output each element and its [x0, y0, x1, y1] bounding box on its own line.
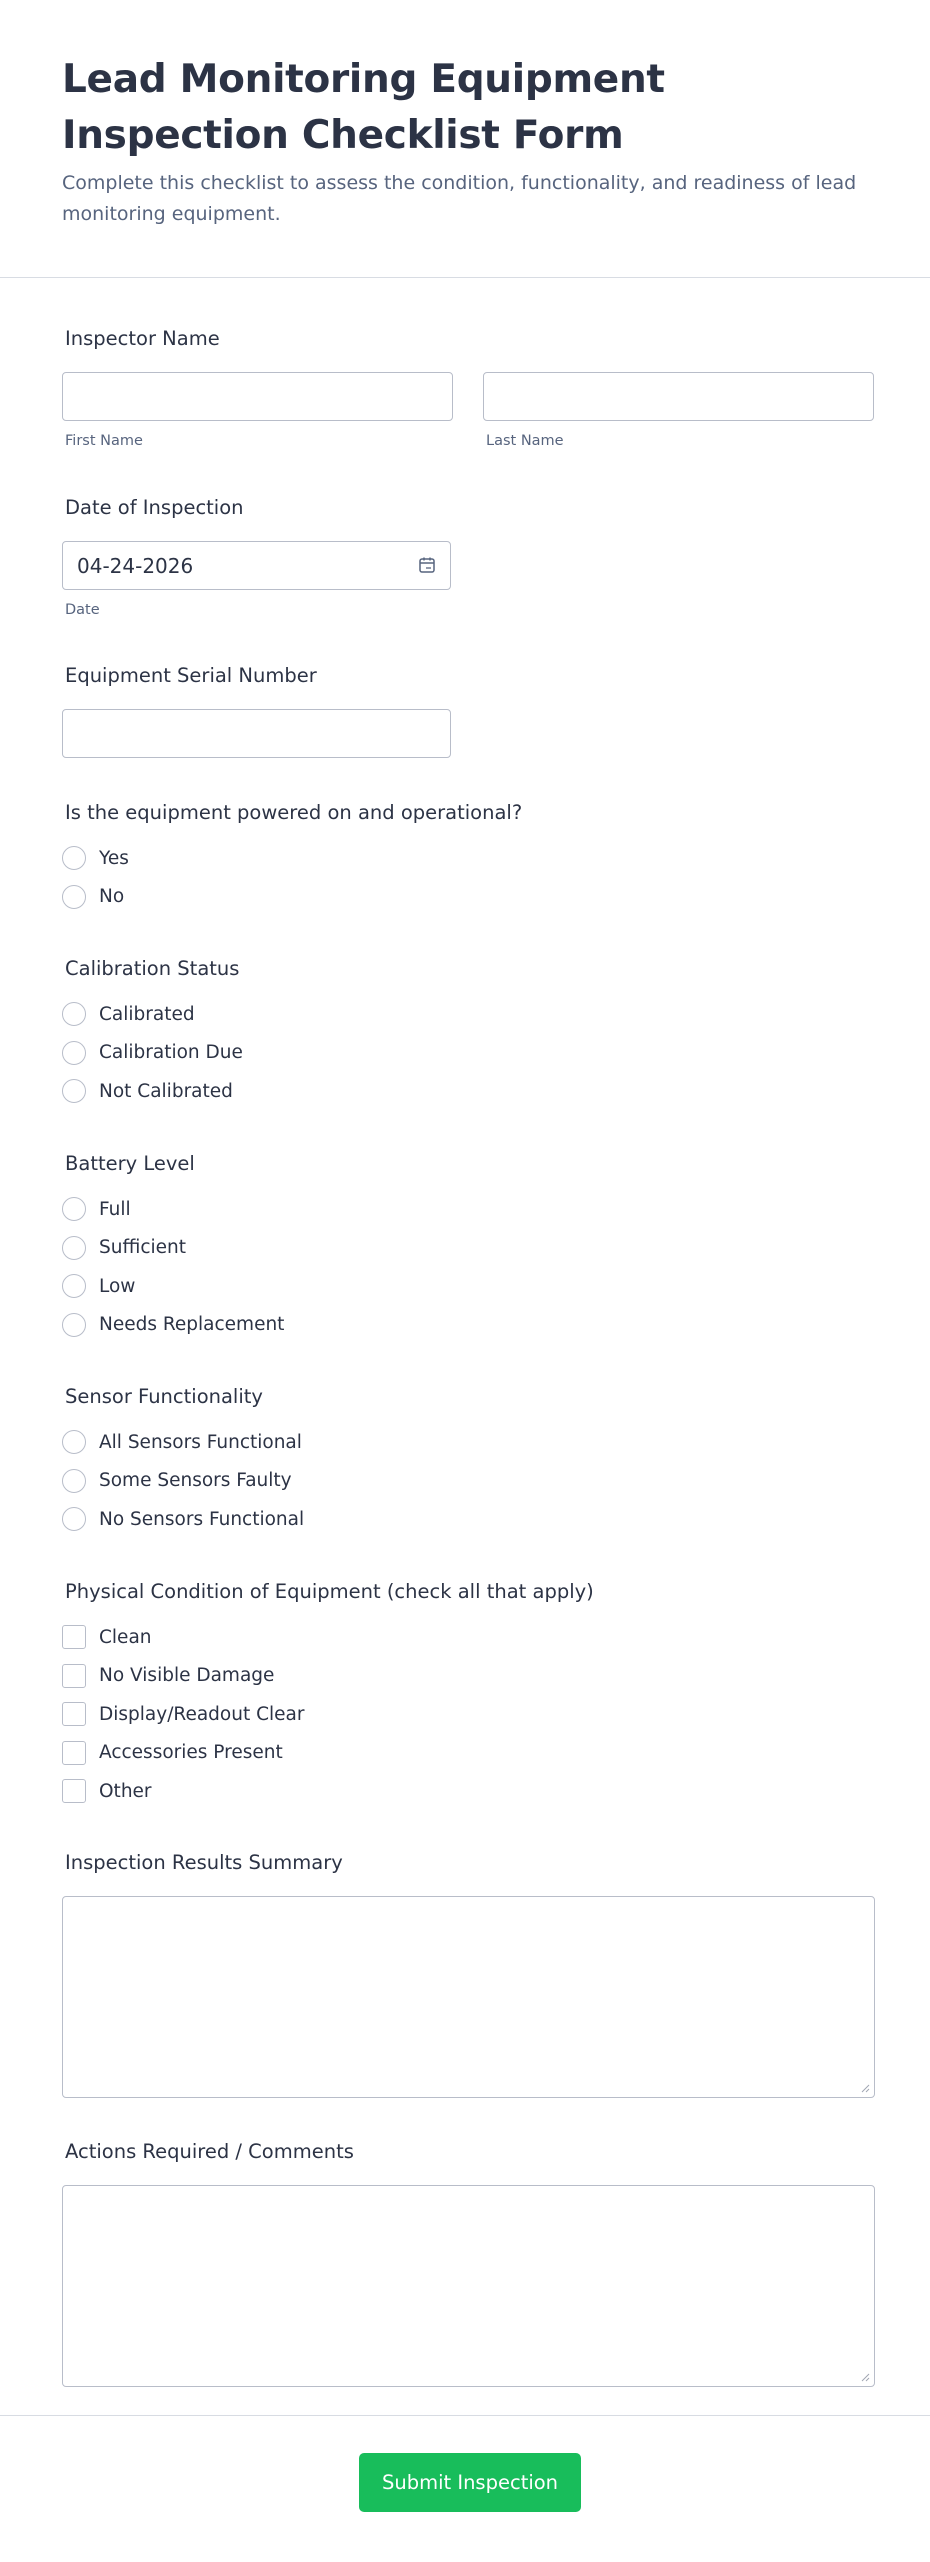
- calibration-field: [62, 955, 243, 1111]
- checkbox-option[interactable]: [62, 1734, 594, 1773]
- radio-option[interactable]: [62, 1462, 304, 1501]
- option-label: Accessories Present: [99, 1742, 283, 1764]
- option-label: No Sensors Functional: [99, 1508, 305, 1530]
- battery-label: Battery Level: [65, 1152, 195, 1175]
- calendar-icon[interactable]: [417, 555, 437, 575]
- option-label: Other: [99, 1780, 152, 1802]
- calibration-label: Calibration Status: [65, 957, 240, 980]
- form-subtitle: Complete this checklist to assess the condition, functionality, and readiness of lead monitoring equipment.: [62, 172, 857, 225]
- date-sublabel: Date: [65, 602, 100, 618]
- radio-button[interactable]: [62, 1313, 86, 1337]
- radio-option[interactable]: [62, 1500, 304, 1539]
- physical-condition-options: [62, 1618, 594, 1811]
- radio-button[interactable]: [62, 1236, 86, 1260]
- radio-option[interactable]: [62, 995, 243, 1034]
- last-name-col: [483, 372, 874, 449]
- radio-option[interactable]: [62, 1190, 284, 1229]
- checkbox[interactable]: [62, 1779, 86, 1803]
- checkbox-option[interactable]: [62, 1657, 594, 1696]
- physical-condition-field: [62, 1578, 594, 1811]
- date-of-inspection-label: Date of Inspection: [65, 496, 244, 519]
- option-label: Sufficient: [99, 1237, 187, 1259]
- calibration-options: [62, 995, 243, 1111]
- radio-button[interactable]: [62, 885, 86, 909]
- date-of-inspection-field: [62, 494, 451, 618]
- actions-field: [62, 2138, 875, 2387]
- radio-option[interactable]: [62, 1034, 243, 1073]
- radio-button[interactable]: [62, 1469, 86, 1493]
- powered-options: [62, 839, 522, 916]
- form-title: Lead Monitoring Equipment Inspection Checklist Form: [62, 57, 665, 158]
- option-label: Some Sensors Faulty: [99, 1470, 292, 1492]
- resize-grip-icon[interactable]: [860, 2083, 870, 2093]
- physical-condition-label: Physical Condition of Equipment (check all that apply): [65, 1580, 594, 1603]
- radio-button[interactable]: [62, 1002, 86, 1026]
- summary-field: [62, 1849, 875, 2098]
- actions-label: Actions Required / Comments: [65, 2140, 354, 2163]
- option-label: Not Calibrated: [99, 1080, 233, 1102]
- radio-button[interactable]: [62, 1197, 86, 1221]
- serial-number-input[interactable]: [62, 709, 451, 758]
- option-label: No Visible Damage: [99, 1665, 275, 1687]
- first-name-input[interactable]: [62, 372, 453, 421]
- first-name-sublabel: First Name: [65, 433, 143, 449]
- inspector-name-row: [62, 372, 874, 449]
- radio-button[interactable]: [62, 1274, 86, 1298]
- option-label: All Sensors Functional: [99, 1431, 302, 1453]
- radio-button[interactable]: [62, 1507, 86, 1531]
- sensor-field: [62, 1383, 304, 1539]
- option-label: Calibration Due: [99, 1042, 243, 1064]
- battery-options: [62, 1190, 284, 1344]
- submit-inspection-button[interactable]: Submit Inspection: [359, 2453, 581, 2512]
- checkbox[interactable]: [62, 1664, 86, 1688]
- radio-option[interactable]: [62, 1306, 284, 1345]
- sensor-label: Sensor Functionality: [65, 1385, 263, 1408]
- actions-textarea[interactable]: [62, 2185, 875, 2387]
- checkbox-option[interactable]: [62, 1618, 594, 1657]
- checkbox-option[interactable]: [62, 1695, 594, 1734]
- radio-option[interactable]: [62, 1423, 304, 1462]
- form-header: [0, 0, 930, 278]
- checkbox-option[interactable]: [62, 1772, 594, 1811]
- serial-number-label: Equipment Serial Number: [65, 664, 317, 687]
- radio-option[interactable]: [62, 1267, 284, 1306]
- form-footer: [0, 2415, 930, 2562]
- battery-field: [62, 1150, 284, 1344]
- option-label: Yes: [99, 847, 129, 869]
- radio-button[interactable]: [62, 1041, 86, 1065]
- radio-button[interactable]: [62, 1079, 86, 1103]
- serial-number-field: [62, 662, 451, 758]
- powered-field: [62, 799, 522, 916]
- checkbox[interactable]: [62, 1625, 86, 1649]
- radio-option[interactable]: [62, 839, 522, 878]
- inspector-name-label: Inspector Name: [65, 327, 220, 350]
- resize-grip-icon[interactable]: [860, 2372, 870, 2382]
- powered-label: Is the equipment powered on and operational?: [65, 801, 523, 824]
- option-label: Low: [99, 1275, 136, 1297]
- radio-button[interactable]: [62, 1430, 86, 1454]
- checkbox[interactable]: [62, 1741, 86, 1765]
- option-label: Full: [99, 1198, 131, 1220]
- date-input[interactable]: [62, 541, 451, 590]
- radio-option[interactable]: [62, 1072, 243, 1111]
- option-label: Needs Replacement: [99, 1314, 285, 1336]
- option-label: Clean: [99, 1626, 152, 1648]
- option-label: Calibrated: [99, 1003, 195, 1025]
- sensor-options: [62, 1423, 304, 1539]
- last-name-sublabel: Last Name: [486, 433, 564, 449]
- last-name-input[interactable]: [483, 372, 874, 421]
- date-input-wrap: [62, 541, 451, 590]
- first-name-col: [62, 372, 453, 449]
- summary-label: Inspection Results Summary: [65, 1851, 343, 1874]
- option-label: Display/Readout Clear: [99, 1703, 305, 1725]
- checkbox[interactable]: [62, 1702, 86, 1726]
- radio-button[interactable]: [62, 846, 86, 870]
- summary-textarea[interactable]: [62, 1896, 875, 2098]
- radio-option[interactable]: [62, 878, 522, 917]
- radio-option[interactable]: [62, 1229, 284, 1268]
- option-label: No: [99, 886, 125, 908]
- inspector-name-field: [62, 325, 874, 449]
